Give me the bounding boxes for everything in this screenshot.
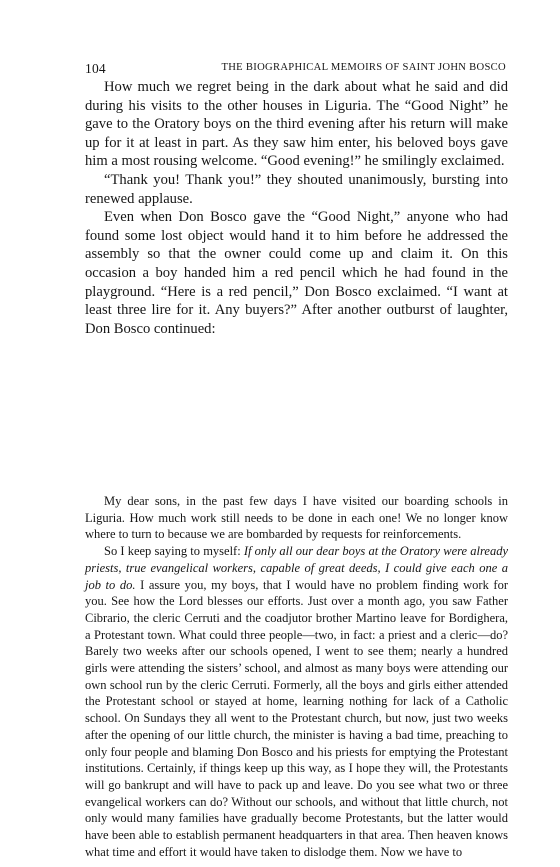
body-text (85, 78, 508, 338)
running-head: THE BIOGRAPHICAL MEMOIRS OF SAINT JOHN BOSCO (221, 62, 506, 73)
quote-paragraph-1: My dear sons, in the past few days I have visited our boarding schools in Liguria. How much work still needs to be done in each one! We no longer know where to turn to because we are bombarded by requests for reinforcements. (85, 494, 508, 542)
block-quote (85, 493, 508, 860)
body-paragraph-2: “Thank you! Thank you!” they shouted unanimously, bursting into renewed applause. (85, 171, 508, 207)
quote-text-rest: I assure you, my boys, that I would have no problem finding work for you. See how the Lord blesses our efforts. Just over a month ago, you saw Father Cibrario, the cleric Cerruti and the coadjutor brother Martino leave for Bordighera, a Protestant town. What could three people—two, in fact: a priest and a cleric—do? Barely two weeks after our schools opened, I went to see them; nearly a hundred girls were attending the sisters’ school, and almost as many boys were attending our own school run by the cleric Cerruti. Formerly, all the boys and girls either attended the Protestant school or stayed at home, learning nothing for lack of a Catholic school. On Sundays they all went to the Protestant church, but now, just two weeks after the opening of our little church, the minister is having a bad time, preaching to only four people and blaming Don Bosco and his priests for emptying the Protestant institutions. Certainly, if things keep up this way, as I hope they will, the Protestants will go bankrupt and will have to pack up and leave. Do you see what two or three evangelical workers can do? Without our schools, and without that little church, not only would many families have gradually become Protestants, but the latter would have been able to establish permanent headquarters in that area. Then heaven knows what time and effort it would have taken to dislodge them. Now we have to (85, 577, 508, 859)
quote-text-lead: So I keep saying to myself: (104, 544, 244, 559)
quote-italic-text: If only all our dear boys at the Oratory were already priests, true evangelical workers, capable of great deeds, I could give each one a job to do. (85, 544, 508, 592)
page-header (85, 61, 506, 79)
body-paragraph-3: Even when Don Bosco gave the “Good Night,” anyone who had found some lost object would hand it to him before he addressed the assembly so that the owner could come up and claim it. On this occasion a boy handed him a red pencil which he had found in the playground. “Here is a red pencil,” Don Bosco exclaimed. “I want at least three lire for it. Any buyers?” After another outburst of laughter, Don Bosco continued: (85, 209, 508, 337)
page-number: 104 (85, 61, 106, 76)
quote-paragraph-2 (85, 543, 508, 860)
body-paragraph-1: How much we regret being in the dark about what he said and did during his visits to the other houses in Liguria. The “Good Night” he gave to the Oratory boys on the third evening after his return will make up for it at least in part. As they saw him enter, his beloved boys gave him a most rousing welcome. “Good evening!” he smilingly exclaimed. (85, 79, 508, 170)
